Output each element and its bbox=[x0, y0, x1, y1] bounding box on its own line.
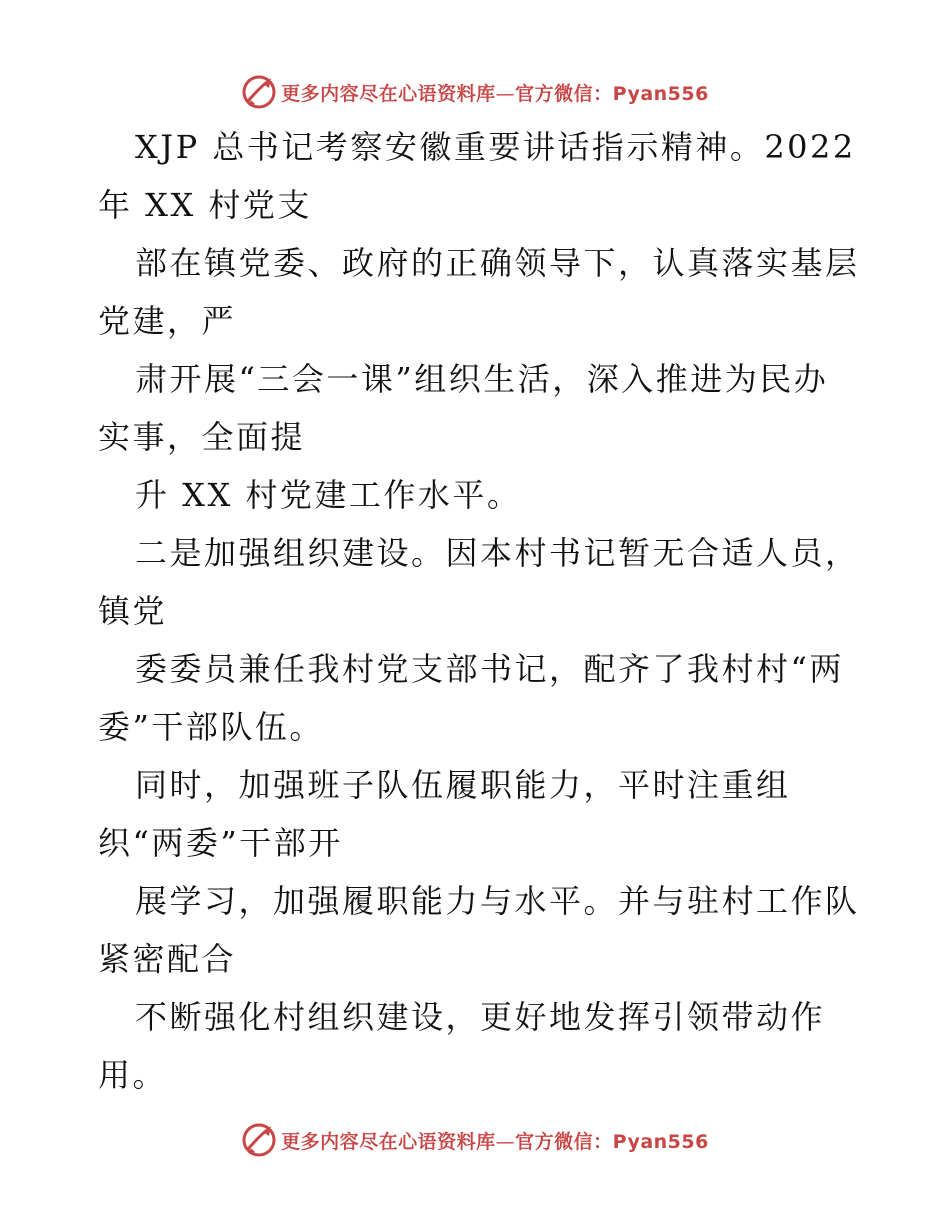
paragraph-line: 紧密配合 bbox=[98, 940, 237, 978]
brush-pen-logo-icon bbox=[241, 1122, 277, 1158]
paragraph-line: 部在镇党委、政府的正确领导下，认真落实基层 bbox=[135, 244, 860, 282]
footer-watermark bbox=[0, 1120, 950, 1160]
paragraph-line: 委”干部队伍。 bbox=[98, 708, 324, 746]
paragraph-line: 委委员兼任我村党支部书记，配齐了我村村“两 bbox=[135, 650, 844, 688]
paragraph-line: 党建，严 bbox=[98, 302, 237, 340]
paragraph-line: 实事，全面提 bbox=[98, 418, 306, 456]
header-watermark bbox=[0, 72, 950, 112]
brush-pen-logo-icon bbox=[241, 74, 277, 110]
paragraph-line: 年 XX 村党支 bbox=[98, 186, 312, 224]
paragraph-line: 升 XX 村党建工作水平。 bbox=[135, 476, 522, 514]
paragraph-line: 用。 bbox=[98, 1056, 168, 1094]
paragraph-line: 展学习，加强履职能力与水平。并与驻村工作队 bbox=[135, 882, 860, 920]
watermark-text: 更多内容尽在心语资料库—官方微信：Pyan556 bbox=[281, 1130, 709, 1153]
paragraph-line: 不断强化村组织建设，更好地发挥引领带动作 bbox=[135, 998, 826, 1036]
paragraph-line: 镇党 bbox=[98, 592, 168, 630]
paragraph-line: 同时，加强班子队伍履职能力，平时注重组 bbox=[135, 766, 791, 804]
paragraph-line: XJP 总书记考察安徽重要讲话指示精神。2022 bbox=[135, 128, 856, 166]
paragraph-line: 二是加强组织建设。因本村书记暂无合适人员， bbox=[135, 534, 860, 572]
paragraph-line: 肃开展“三会一课”组织生活，深入推进为民办 bbox=[135, 360, 829, 398]
paragraph-line: 织“两委”干部开 bbox=[98, 824, 343, 862]
watermark-text: 更多内容尽在心语资料库—官方微信：Pyan556 bbox=[281, 82, 709, 105]
